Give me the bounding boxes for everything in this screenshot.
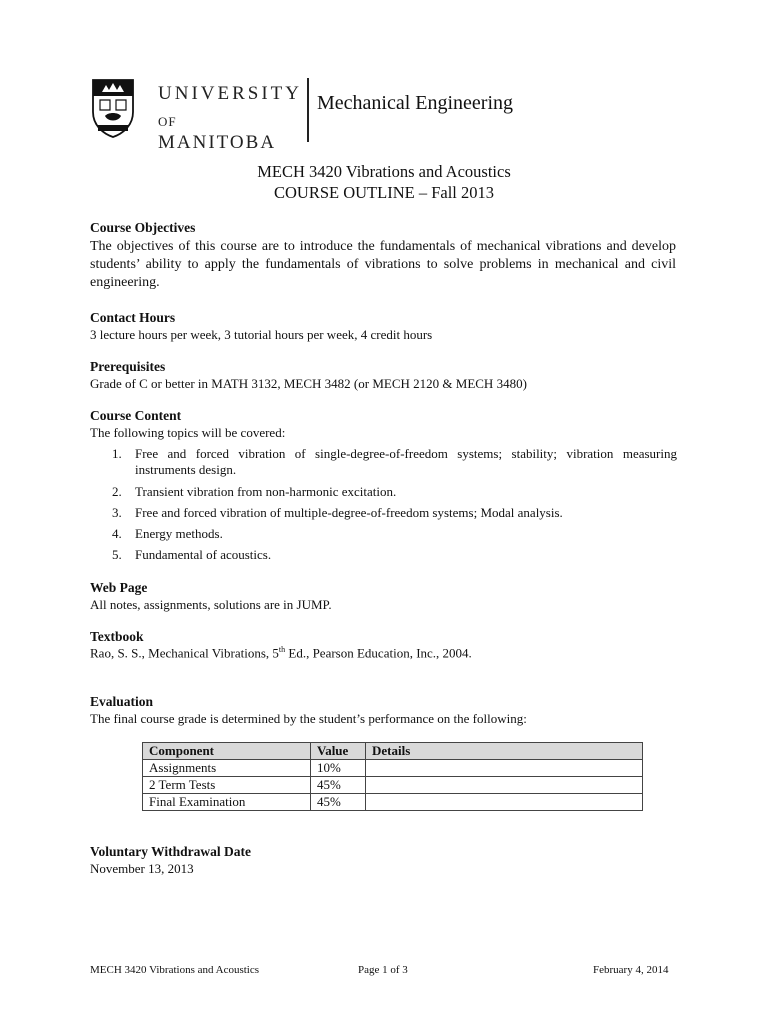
- university-logo: [90, 78, 302, 153]
- objectives-text: The objectives of this course are to introduce the fundamentals of mechanical vibrations and develop students’ ability to apply the fundamentals of vibrations to solve problems in mechanical and civil engineering.: [90, 239, 676, 290]
- list-item-number: 1.: [112, 446, 122, 461]
- web-page-heading: Web Page: [90, 580, 148, 595]
- table-cell: Assignments: [143, 760, 311, 777]
- list-item-text: Transient vibration from non-harmonic excitation.: [135, 484, 397, 499]
- university-of: OF: [158, 114, 177, 129]
- list-item-text: Fundamental of acoustics.: [135, 547, 272, 562]
- table-cell: 2 Term Tests: [143, 777, 311, 794]
- textbook-citation-start: Rao, S. S., Mechanical Vibrations, 5: [90, 645, 279, 661]
- university-name-line2: [158, 110, 290, 154]
- table-row: [143, 777, 643, 794]
- list-item-text: Energy methods.: [135, 526, 223, 541]
- list-item-number: 5.: [112, 547, 122, 562]
- footer-date: February 4, 2014: [593, 964, 669, 976]
- course-outline-title: COURSE OUTLINE – Fall 2013: [274, 183, 494, 202]
- column-header-component: Component: [143, 743, 311, 760]
- textbook-heading: Textbook: [90, 629, 144, 644]
- withdrawal-heading: Voluntary Withdrawal Date: [90, 844, 252, 859]
- evaluation-intro: The final course grade is determined by the student’s performance on the following:: [90, 711, 527, 726]
- textbook-edition-superscript: th: [278, 645, 286, 654]
- footer-course-name: MECH 3420 Vibrations and Acoustics: [90, 964, 260, 976]
- table-header-row: [143, 743, 643, 760]
- table-cell: [366, 794, 643, 811]
- table-row: [143, 760, 643, 777]
- university-name-line1: UNIVERSITY: [158, 83, 302, 104]
- withdrawal-date: November 13, 2013: [90, 861, 194, 876]
- course-content-intro: The following topics will be covered:: [90, 425, 286, 440]
- contact-hours-heading: Contact Hours: [90, 310, 176, 325]
- table-cell: 10%: [311, 760, 366, 777]
- course-content-heading: Course Content: [90, 408, 182, 423]
- table-row: [143, 794, 643, 811]
- table-cell: Final Examination: [143, 794, 311, 811]
- table-cell: [366, 760, 643, 777]
- evaluation-heading: Evaluation: [90, 694, 154, 709]
- university-name-manitoba: MANITOBA: [158, 132, 277, 153]
- objectives-heading: Course Objectives: [90, 220, 196, 235]
- table-cell: [366, 777, 643, 794]
- list-item-text: Free and forced vibration of multiple-degree-of-freedom systems; Modal analysis.: [135, 505, 563, 520]
- textbook-text: [90, 645, 472, 661]
- header-divider: [307, 78, 309, 142]
- footer-page-number: Page 1 of 3: [358, 964, 408, 976]
- column-header-value: Value: [311, 743, 366, 760]
- course-title: MECH 3420 Vibrations and Acoustics: [257, 162, 511, 181]
- list-item-number: 4.: [112, 526, 122, 541]
- university-crest-icon: [90, 78, 136, 138]
- list-item-number: 3.: [112, 505, 122, 520]
- table-cell: 45%: [311, 777, 366, 794]
- textbook-citation-end: Ed., Pearson Education, Inc., 2004.: [285, 645, 472, 661]
- evaluation-table: [142, 742, 643, 811]
- web-page-text: All notes, assignments, solutions are in JUMP.: [90, 597, 332, 612]
- prerequisites-text: Grade of C or better in MATH 3132, MECH 3482 (or MECH 2120 & MECH 3480): [90, 376, 527, 391]
- list-item-text: Free and forced vibration of single-degree-of-freedom systems; stability; vibration measuring instruments design.: [135, 446, 677, 477]
- prerequisites-heading: Prerequisites: [90, 359, 166, 374]
- department-name: Mechanical Engineering: [317, 92, 514, 114]
- column-header-details: Details: [366, 743, 643, 760]
- contact-hours-text: 3 lecture hours per week, 3 tutorial hours per week, 4 credit hours: [90, 327, 433, 342]
- table-cell: 45%: [311, 794, 366, 811]
- list-item-number: 2.: [112, 484, 122, 499]
